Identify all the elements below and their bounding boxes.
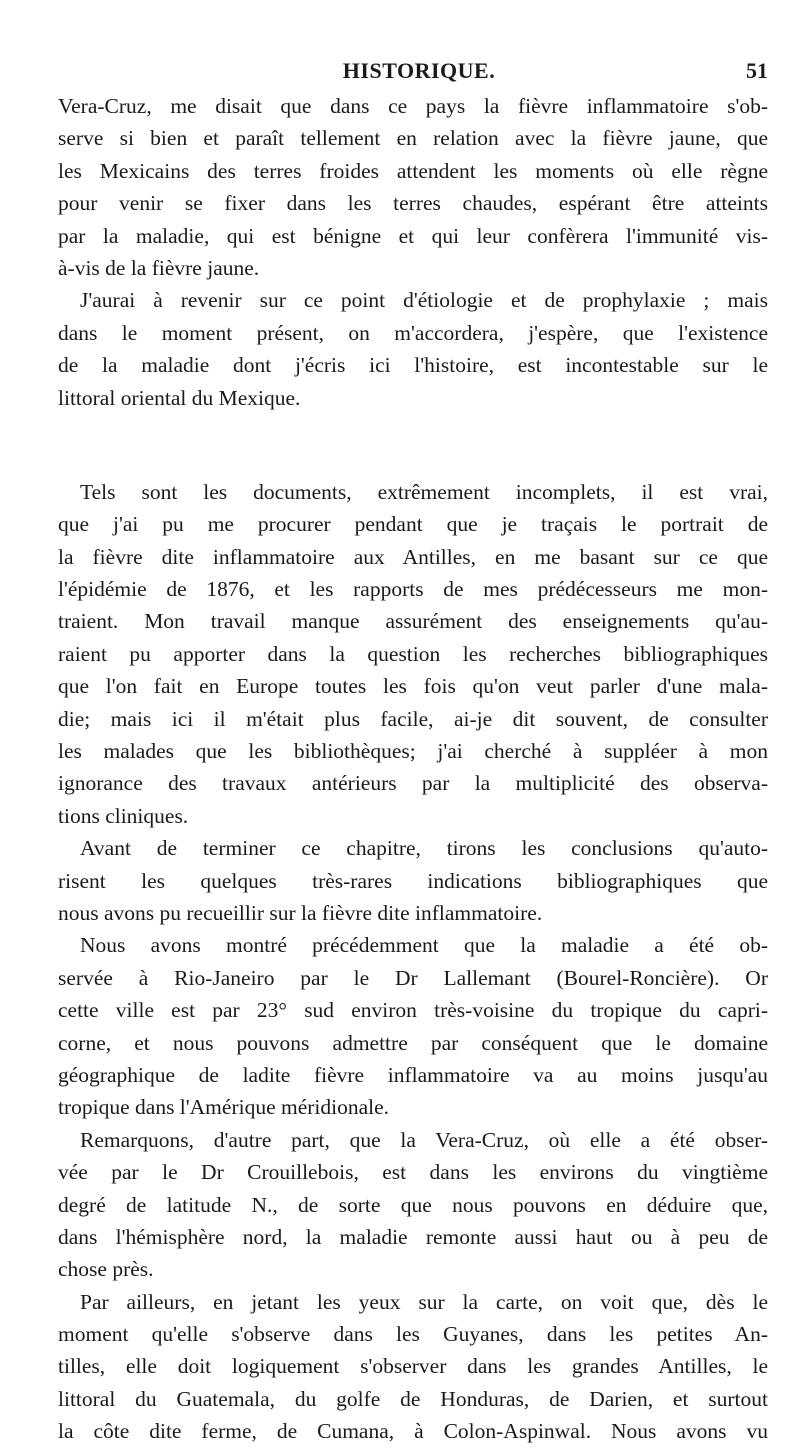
text-line: dans l'hémisphère nord, la maladie remonte aussi haut ou à peu de (58, 1224, 768, 1249)
paragraph (58, 929, 768, 1123)
running-head (70, 58, 768, 88)
text-line: tions cliniques. (58, 803, 189, 828)
text-line: serve si bien et paraît tellement en relation avec la fièvre jaune, que (58, 126, 768, 151)
text-line: la côte dite ferme, de Cumana, à Colon-Aspinwal. Nous avons vu (58, 1419, 768, 1444)
text-line: pour venir se fixer dans les terres chaudes, espérant être atteints (58, 191, 768, 216)
text-line: de la maladie dont j'écris ici l'histoire, est incontestable sur le (58, 353, 768, 378)
text-line: géographique de ladite fièvre inflammatoire va au moins jusqu'au (58, 1062, 768, 1087)
text-line: chose près. (58, 1257, 154, 1282)
text-line: die; mais ici il m'était plus facile, ai-je dit souvent, de consulter (58, 706, 768, 731)
text-line: les malades que les bibliothèques; j'ai cherché à suppléer à mon (58, 739, 768, 764)
text-line: Remarquons, d'autre part, que la Vera-Cruz, où elle a été obser- (80, 1127, 768, 1152)
text-line: que l'on fait en Europe toutes les fois qu'on veut parler d'une mala- (58, 674, 768, 699)
text-line: Vera-Cruz, me disait que dans ce pays la fièvre inflammatoire s'ob- (58, 94, 768, 118)
running-head-title: HISTORIQUE. (342, 58, 496, 83)
text-line: traient. Mon travail manque assurément des enseignements qu'au- (58, 609, 768, 634)
text-line: vée par le Dr Crouillebois, est dans les environs du vingtième (58, 1160, 768, 1185)
body-text (58, 90, 768, 1448)
text-line: J'aurai à revenir sur ce point d'étiologie et de prophylaxie ; mais (80, 288, 768, 313)
paragraph (58, 832, 768, 929)
text-line: nous avons pu recueillir sur la fièvre dite inflammatoire. (58, 900, 543, 925)
text-line: littoral oriental du Mexique. (58, 385, 301, 410)
text-line: dans le moment présent, on m'accordera, j'espère, que l'existence (58, 320, 768, 345)
text-line: moment qu'elle s'observe dans les Guyanes, dans les petites An- (58, 1322, 768, 1347)
paragraph (58, 1124, 768, 1286)
text-line: Avant de terminer ce chapitre, tirons les conclusions qu'auto- (80, 836, 768, 861)
text-line: tilles, elle doit logiquement s'observer dans les grandes Antilles, le (58, 1354, 768, 1379)
text-line: tropique dans l'Amérique méridionale. (58, 1095, 390, 1120)
text-line: que j'ai pu me procurer pendant que je traçais le portrait de (58, 512, 768, 537)
paragraph-gap (58, 414, 768, 476)
paragraph (58, 1286, 768, 1448)
paragraph (58, 90, 768, 284)
text-line: ignorance des travaux antérieurs par la multiplicité des observa- (58, 771, 768, 796)
text-line: l'épidémie de 1876, et les rapports de mes prédécesseurs me mon- (58, 577, 768, 602)
text-line: Nous avons montré précédemment que la maladie a été ob- (80, 933, 768, 958)
page-number: 51 (746, 58, 768, 83)
paragraph (58, 476, 768, 832)
text-line: à-vis de la fièvre jaune. (58, 255, 260, 280)
text-line: Tels sont les documents, extrêmement incomplets, il est vrai, (80, 479, 768, 504)
text-line: par la maladie, qui est bénigne et qui leur confèrera l'immunité vis- (58, 223, 768, 248)
paragraph (58, 284, 768, 414)
text-line: servée à Rio-Janeiro par le Dr Lallemant (Bourel-Roncière). Or (58, 965, 768, 990)
text-line: les Mexicains des terres froides attendent les moments où elle règne (58, 158, 768, 183)
text-line: raient pu apporter dans la question les recherches bibliographiques (58, 641, 768, 666)
text-line: littoral du Guatemala, du golfe de Honduras, de Darien, et surtout (58, 1386, 768, 1411)
text-line: degré de latitude N., de sorte que nous pouvons en déduire que, (58, 1192, 768, 1217)
text-line: la fièvre dite inflammatoire aux Antilles, en me basant sur ce que (58, 544, 768, 569)
text-line: Par ailleurs, en jetant les yeux sur la carte, on voit que, dès le (80, 1289, 768, 1314)
text-line: cette ville est par 23° sud environ très-voisine du tropique du capri- (58, 998, 768, 1023)
text-line: risent les quelques très-rares indications bibliographiques que (58, 868, 768, 893)
text-line: corne, et nous pouvons admettre par conséquent que le domaine (58, 1030, 768, 1055)
